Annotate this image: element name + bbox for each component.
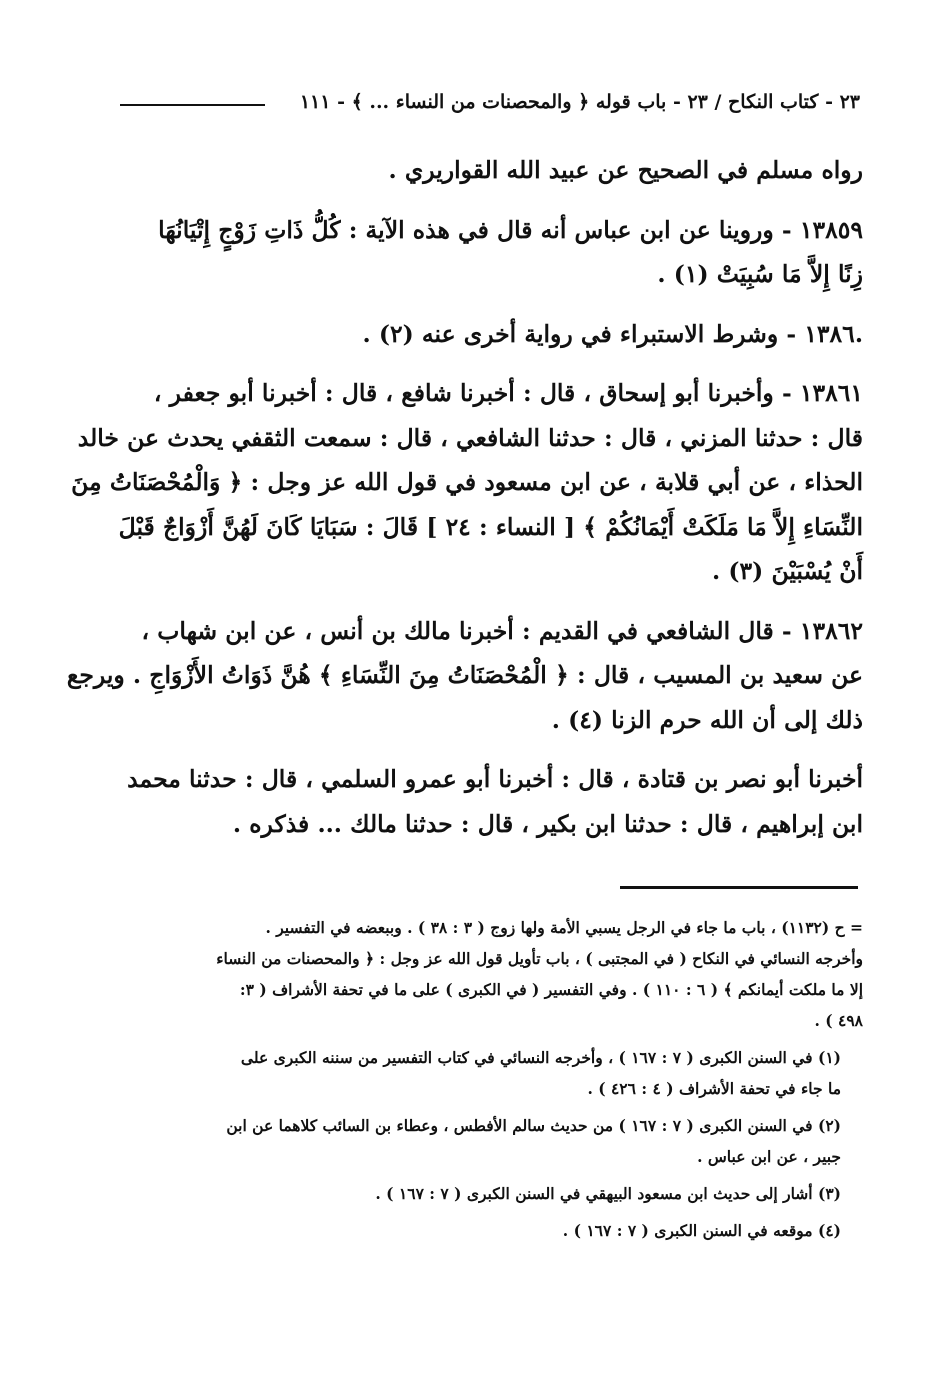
paragraph-hadith-13861 [71, 371, 863, 594]
text-line: .١٣٨٦ - وشرط الاستبراء في رواية أخرى عنه (٢) . [362, 319, 863, 348]
text-line: أَنْ يُسْبَيْنَ (٣) . [712, 557, 863, 585]
footnote-separator [620, 886, 858, 889]
text-line: النِّسَاءِ إِلاَّ مَا مَلَكَتْ أَيْمَانُكُمْ ﴾ [ النساء : ٢٤ ] قَالَ : سَبَايَا كَانَ لَهُنَّ أَزْوَاجٌ قَبْلَ [118, 512, 863, 541]
text-line: رواه مسلم في الصحيح عن عبيد الله القواريري . [388, 156, 863, 184]
text-line: قال : حدثنا المزني ، قال : حدثنا الشافعي ، قال : سمعت الثقفي يحدث عن خالد [77, 423, 863, 452]
text-line: ذلك إلى أن الله حرم الزنا (٤) . [551, 705, 863, 734]
footnote-1 [118, 1042, 863, 1104]
footnote-line: جبير ، عن ابن عباس . [697, 1147, 841, 1166]
footnote-line: (٣) أشار إلى حديث ابن مسعود البيهقي في السنن الكبرى ( ٧ : ١٦٧ ) . [375, 1184, 841, 1203]
running-header-title: ٢٣ - كتاب النكاح / ٢٣ - باب قوله ﴿ والمحصنات من النساء ... ﴾ - ١١١ [299, 91, 860, 113]
paragraph-hadith-13862 [66, 609, 863, 743]
main-text [66, 148, 863, 861]
footnote-3 [118, 1178, 863, 1209]
footnotes [118, 912, 863, 1252]
text-line: أخبرنا أبو نصر بن قتادة ، قال : أخبرنا أبو عمرو السلمي ، قال : حدثنا محمد [127, 765, 863, 793]
footnote-line: ما جاء في تحفة الأشراف ( ٤ : ٤٢٦ ) . [587, 1079, 841, 1098]
footnote-4 [118, 1215, 863, 1246]
footnote-line: = ح (١١٣٢) ، باب ما جاء في الرجل يسبي الأمة ولها زوج ( ٣ : ٣٨ ) . وببعضه في التفسير . [265, 918, 863, 937]
footnote-line: (١) في السنن الكبرى ( ٧ : ١٦٧ ) ، وأخرجه النسائي في كتاب التفسير من سننه الكبرى على [240, 1048, 841, 1067]
footnote-line: وأخرجه النسائي في النكاح ( في المجتبى ) ، باب تأويل قول الله عز وجل : ﴿ والمحصنات من النساء [216, 949, 863, 968]
paragraph-hadith-13859 [118, 208, 863, 297]
footnote-continuation [118, 912, 863, 1036]
text-line: عن سعيد بن المسيب ، قال : ﴿ الْمُحْصَنَاتُ مِنَ النِّسَاءِ ﴾ هُنَّ ذَوَاتُ الأَزْوَاجِ . ويرجع [66, 661, 863, 689]
paragraph-isnad-qatada [118, 757, 863, 846]
footnote-line: (٢) في السنن الكبرى ( ٧ : ١٦٧ ) من حديث سالم الأفطس ، وعطاء بن السائب كلاهما عن ابن [226, 1116, 841, 1135]
text-line: ابن إبراهيم ، قال : حدثنا ابن بكير ، قال : حدثنا مالك ... فذكره . [232, 809, 863, 838]
text-line: ١٣٨٥٩ - وروينا عن ابن عباس أنه قال في هذه الآية : كُلُّ ذَاتِ زَوْجٍ إِتْيَانُهَا [158, 215, 863, 244]
text-line: زِنًا إِلاَّ مَا سُبِيَتْ (١) . [657, 260, 863, 288]
header-rule [120, 104, 265, 106]
paragraph-muslim-reference [118, 148, 863, 193]
paragraph-hadith-13860 [118, 312, 863, 357]
footnote-line: ٤٩٨ ) . [814, 1011, 863, 1030]
text-line: ١٣٨٦١ - وأخبرنا أبو إسحاق ، قال : أخبرنا شافع ، قال : أخبرنا أبو جعفر ، [153, 379, 863, 407]
text-line: ١٣٨٦٢ - قال الشافعي في القديم : أخبرنا مالك بن أنس ، عن ابن شهاب ، [141, 616, 863, 645]
text-line: الحذاء ، عن أبي قلابة ، عن ابن مسعود في قول الله عز وجل : ﴿ وَالْمُحْصَنَاتُ مِنَ [71, 468, 863, 496]
footnote-2 [118, 1110, 863, 1172]
footnote-line: إلا ما ملكت أيمانكم ﴾ ( ٦ : ١١٠ ) . وفي التفسير ( في الكبرى ) على ما في تحفة الأشراف ( ٣: [239, 980, 863, 999]
footnote-line: (٤) موقعه في السنن الكبرى ( ٧ : ١٦٧ ) . [562, 1221, 841, 1240]
running-header [120, 88, 860, 118]
